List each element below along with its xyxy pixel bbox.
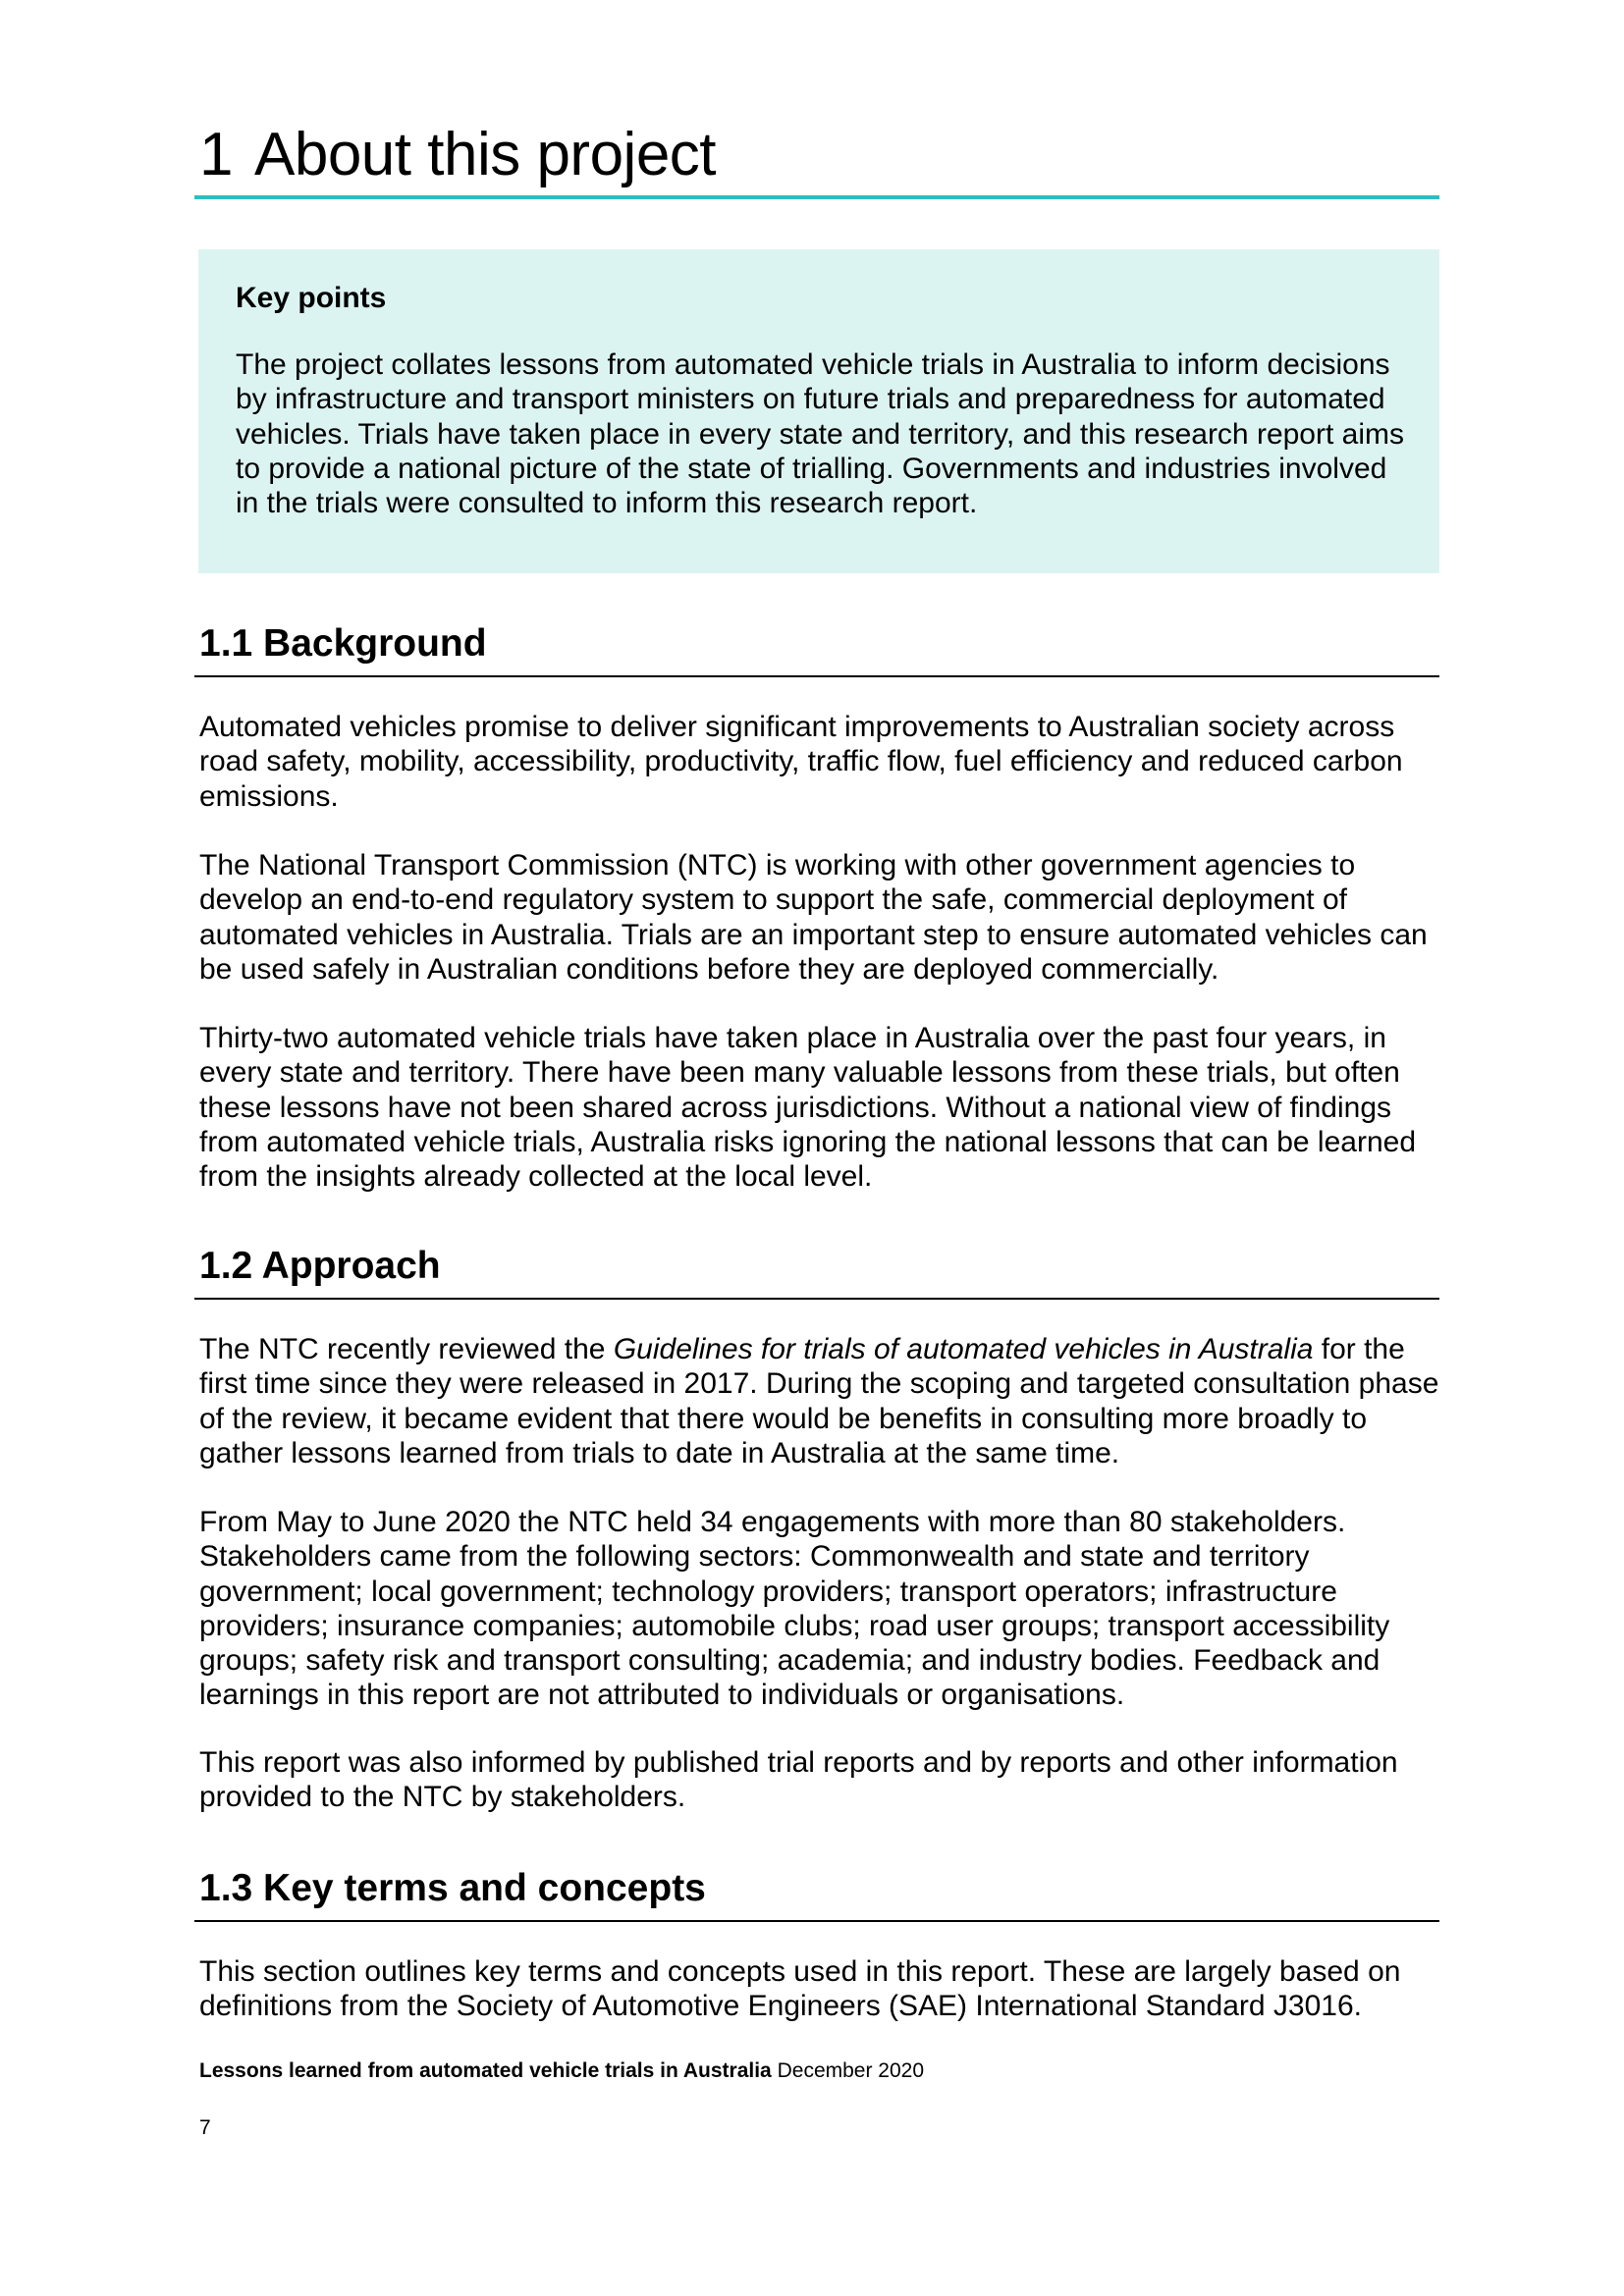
approach-paragraph-3: This report was also informed by published trial reports and by reports and other information provided to the NTC by stakeholders. — [199, 1746, 1398, 1814]
chapter-title: About this project — [253, 121, 717, 188]
background-paragraph-1: Automated vehicles promise to deliver significant improvements to Australian society across road safety, mobility, accessibility, productivity, traffic flow, fuel efficiency and reduced carbon emissions. — [199, 711, 1403, 813]
approach-paragraph-1-start: The NTC recently reviewed the — [199, 1333, 614, 1365]
background-paragraph-3: Thirty-two automated vehicle trials have taken place in Australia over the past four years, in every state and territory. There have been many valuable lessons from these trials, but often these lessons have not been shared across jurisdictions. Without a national view of findings from automated vehicle trials, Australia risks ignoring the national lessons that can be learned from the insights already collected at the local level. — [199, 1022, 1417, 1194]
background-paragraph-2: The National Transport Commission (NTC) is working with other government agencies to develop an end-to-end regulatory system to support the safe, commercial deployment of automated vehicles in Australia. Trials are an important step to ensure automated vehicles can be used safely in Australian conditions before they are deployed commercially. — [199, 849, 1428, 986]
section-rule-background — [194, 675, 1439, 677]
footer-report-name: Lessons learned from automated vehicle trials in Australia — [199, 2059, 772, 2082]
section-heading-key-terms: 1.3 Key terms and concepts — [199, 1867, 706, 1909]
footer-report-title — [199, 2057, 924, 2085]
section-heading-approach: 1.2 Approach — [199, 1245, 441, 1287]
section-rule-approach — [194, 1298, 1439, 1300]
section-rule-key-terms — [194, 1920, 1439, 1922]
key-terms-paragraph-1: This section outlines key terms and concepts used in this report. These are largely based on definitions from the Society of Automotive Engineers (SAE) International Standard J3016. — [199, 1955, 1401, 2023]
chapter-heading-rule — [194, 195, 1439, 199]
key-points-box — [198, 249, 1439, 573]
section-heading-background: 1.1 Background — [199, 622, 487, 665]
guidelines-title: Guidelines for trials of automated vehicles in Australia — [613, 1333, 1314, 1365]
key-points-title: Key points — [236, 282, 387, 314]
approach-paragraph-1-end: for the first time since they were released in 2017. During the scoping and targeted consultation phase of the review, it became evident that there would be benefits in consulting more broadly to gather lessons learned from trials to date in Australia at the same time. — [199, 1333, 1439, 1469]
key-points-text: The project collates lessons from automated vehicle trials in Australia to inform decisions by infrastructure and transport ministers on future trials and preparedness for automated vehicles. Trials have taken place in every state and territory, and this research report aims to provide a national picture of the state of trialling. Governments and industries involved in the trials were consulted to inform this research report. — [236, 348, 1404, 520]
page-number: 7 — [199, 2116, 211, 2139]
chapter-number: 1 — [199, 121, 233, 188]
chapter-heading — [199, 116, 716, 194]
footer-date: December 2020 — [777, 2059, 925, 2082]
approach-paragraph-1 — [199, 1332, 1441, 1470]
approach-paragraph-2: From May to June 2020 the NTC held 34 engagements with more than 80 stakeholders. Stakeholders came from the following sectors: Commonwealth and state and territory government; local government; technology providers; transport operators; infrastructure providers; insurance companies; automobile clubs; road user groups; transport accessibility groups; safety risk and transport consulting; academia; and industry bodies. Feedback and learnings in this report are not attributed to individuals or organisations. — [199, 1506, 1390, 1712]
